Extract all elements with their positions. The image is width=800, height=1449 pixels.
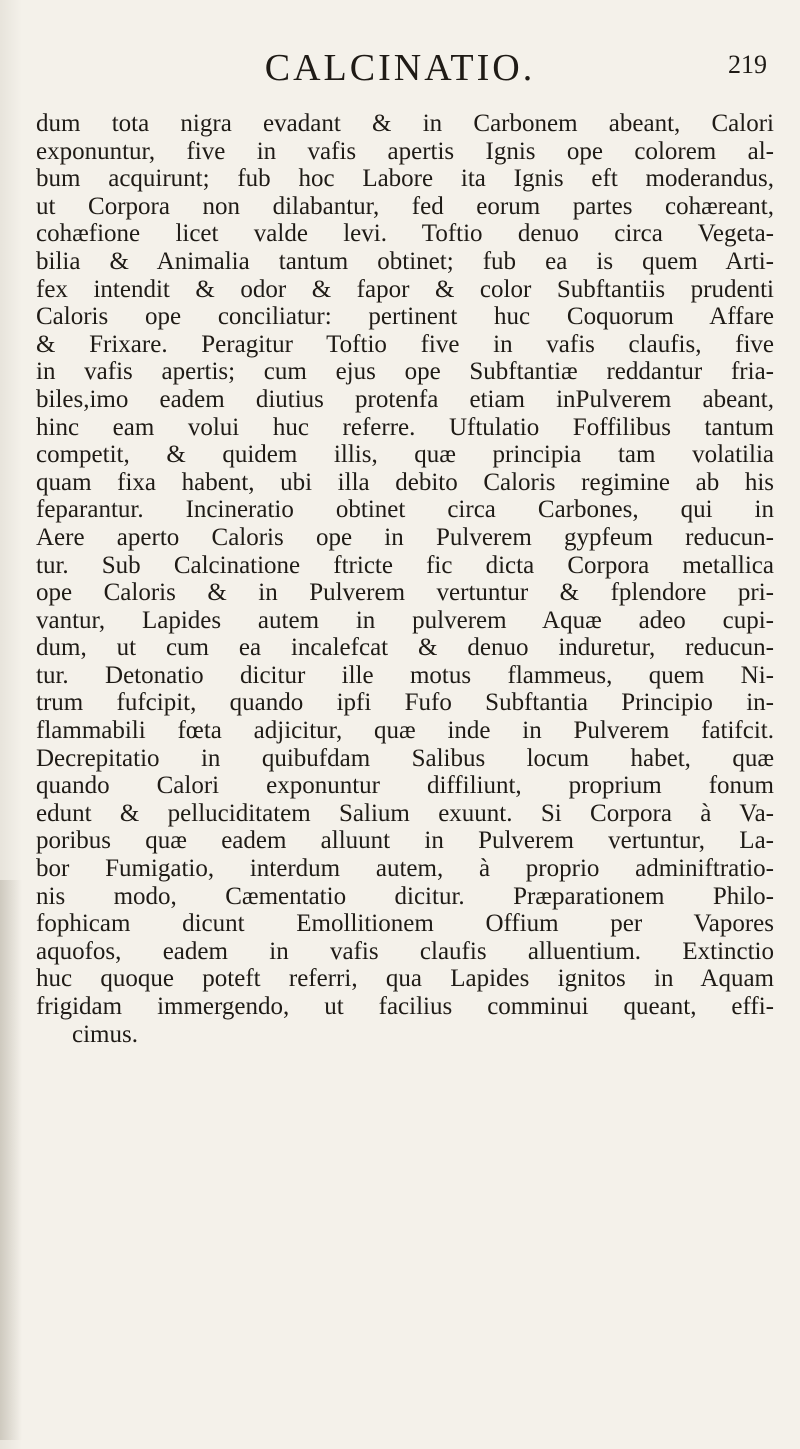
text-line: quando Calori exponuntur diffiliunt, proprium fonum bbox=[36, 772, 774, 800]
text-line: Decrepitatio in quibufdam Salibus locum habet, quæ bbox=[36, 744, 774, 772]
text-line: bum acquirunt; fub hoc Labore ita Ignis eft moderandus, bbox=[36, 165, 774, 193]
text-line: tur. Detonatio dicitur ille motus flammeus, quem Ni- bbox=[36, 661, 774, 689]
page-header bbox=[0, 46, 800, 94]
text-line: Caloris ope conciliatur: pertinent huc Coquorum Affare bbox=[36, 303, 774, 331]
text-line: nis modo, Cæmentatio dicitur. Præparationem Philo- bbox=[36, 882, 774, 910]
text-line: huc quoque poteft referri, qua Lapides ignitos in Aquam bbox=[36, 965, 774, 993]
text-line: frigidam immergendo, ut facilius comminui queant, effi- bbox=[36, 993, 774, 1020]
text-line: ut Corpora non dilabantur, fed eorum partes cohæreant, bbox=[36, 192, 774, 220]
body-text bbox=[36, 110, 774, 1048]
text-line: biles,imo eadem diutius protenfa etiam inPulverem abeant, bbox=[36, 385, 774, 413]
text-line: ope Caloris & in Pulverem vertuntur & fplendore pri- bbox=[36, 579, 774, 607]
text-line: in vafis apertis; cum ejus ope Subftantiæ reddantur fria- bbox=[36, 358, 774, 386]
text-line: tur. Sub Calcinatione ftricte fic dicta Corpora metallica bbox=[36, 551, 774, 579]
text-line: trum fufcipit, quando ipfi Fufo Subftantia Principio in- bbox=[36, 689, 774, 717]
text-line: bor Fumigatio, interdum autem, à proprio adminiftratio- bbox=[36, 855, 774, 883]
text-line: cohæfione licet valde levi. Toftio denuo circa Vegeta- bbox=[36, 220, 774, 248]
page-number: 219 bbox=[728, 50, 767, 79]
text-line: feparantur. Incineratio obtinet circa Carbones, qui in bbox=[36, 496, 774, 524]
text-line: poribus quæ eadem alluunt in Pulverem vertuntur, La- bbox=[36, 827, 774, 855]
page-edge-shadow bbox=[0, 880, 22, 1440]
text-line: & Frixare. Peragitur Toftio five in vafis claufis, five bbox=[36, 330, 774, 358]
text-line: vantur, Lapides autem in pulverem Aquæ adeo cupi- bbox=[36, 606, 774, 634]
text-line: edunt & pelluciditatem Salium exuunt. Si Corpora à Va- bbox=[36, 799, 774, 827]
text-line: competit, & quidem illis, quæ principia tam volatilia bbox=[36, 441, 774, 469]
text-line-final: cimus. bbox=[72, 1020, 138, 1048]
text-line: aquofos, eadem in vafis claufis alluentium. Extinctio bbox=[36, 937, 774, 965]
text-line: dum tota nigra evadant & in Carbonem abeant, Calori bbox=[36, 110, 774, 137]
text-line: flammabili fœta adjicitur, quæ inde in Pulverem fatifcit. bbox=[36, 717, 774, 745]
text-line: fophicam dicunt Emollitionem Offium per Vapores bbox=[36, 910, 774, 938]
running-head: CALCINATIO. bbox=[264, 47, 536, 89]
text-line: exponuntur, five in vafis apertis Ignis ope colorem al- bbox=[36, 137, 774, 165]
text-line: Aere aperto Caloris ope in Pulverem gypfeum reducun- bbox=[36, 523, 774, 551]
text-line: dum, ut cum ea incalefcat & denuo induretur, reducun- bbox=[36, 634, 774, 662]
text-line: fex intendit & odor & fapor & color Subftantiis prudenti bbox=[36, 275, 774, 303]
text-line: quam fixa habent, ubi illa debito Caloris regimine ab his bbox=[36, 468, 774, 496]
text-line: bilia & Animalia tantum obtinet; fub ea is quem Arti- bbox=[36, 247, 774, 275]
text-line: hinc eam volui huc referre. Uftulatio Foffilibus tantum bbox=[36, 413, 774, 441]
